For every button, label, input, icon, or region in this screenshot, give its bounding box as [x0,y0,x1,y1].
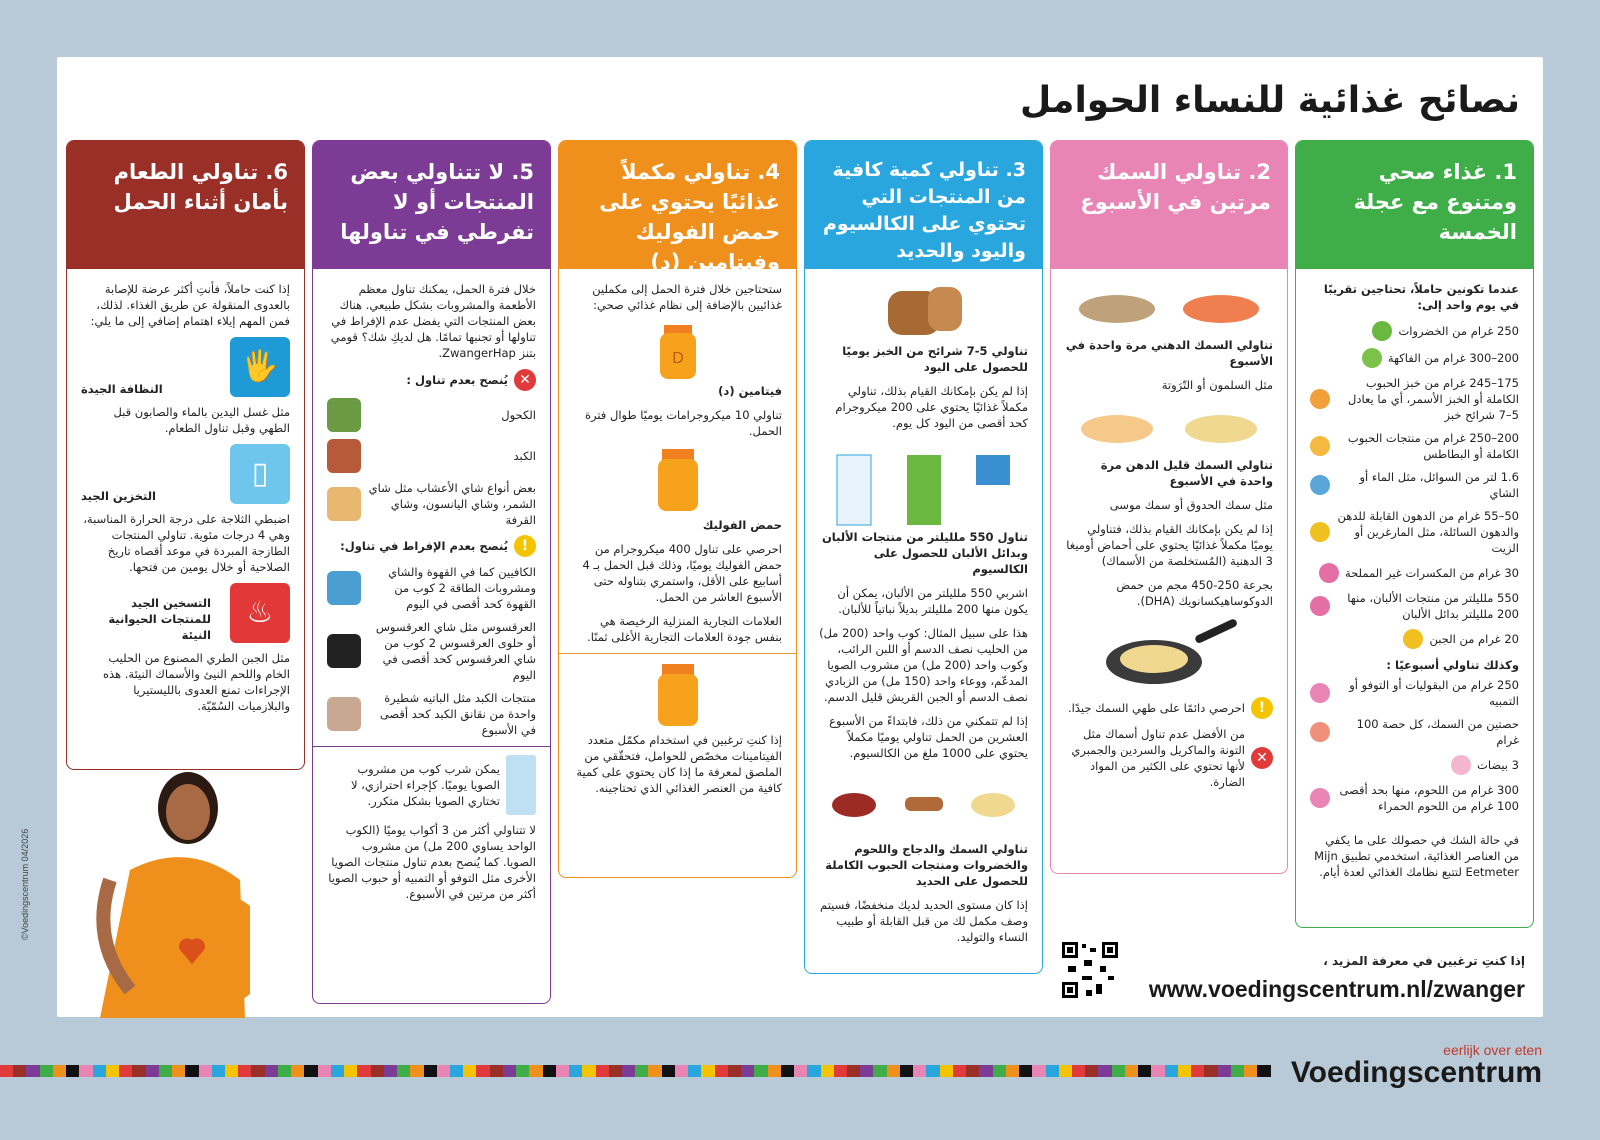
list-item-text: 20 غرام من الجبن [1429,632,1519,646]
list-item [1310,716,1519,748]
list-item [1310,430,1519,462]
col4-vitd-text: تناولي 10 ميكروجرامات يوميًا طوال فترة الحمل. [584,408,782,438]
food-icon [1310,436,1330,456]
col6-heating-title: التسخين الجيد للمنتجات الحيوانية النيئة [108,596,211,642]
soy-drink-icon [506,755,536,815]
list-item-text: 30 غرام من المكسرات غير المملحة [1344,566,1519,580]
product-icon [327,398,361,432]
col4-vitd-title: فيتامين (د) [718,384,782,398]
col2-avoid-row [1065,726,1273,790]
copyright: ©Voedingscentrum 04/2026 [20,828,30,940]
iron-foods-image [819,769,1028,841]
list-item [1310,563,1519,583]
vitamin-d-label: D [671,350,684,367]
white-fish-image [1065,401,1273,457]
col2-oily-text: مثل السلمون أو التّرَوتة [1161,378,1273,392]
list-item [327,398,536,432]
warning-icon: ! [1251,697,1273,719]
salmon-image [1065,281,1273,337]
fridge-icon: ▯ [230,444,290,504]
list-item-text: 200–250 غرام من منتجات الحبوب الكاملة أو البطاطس [1347,431,1519,461]
product-icon [327,487,361,521]
list-item-text: الكبد [513,449,536,463]
col2-dha-text: بجرعة 250-450 مجم من حمض الدوكوساهيكسانويك (DHA). [1116,578,1273,608]
list-item [1310,629,1519,649]
col3-iron-title: تناولي السمك والدجاج واللحوم والخضروات ومنتجات الحبوب الكاملة للحصول على الحديد [825,842,1028,888]
column-1-body [1296,269,1533,900]
warning-icon: ! [514,535,536,557]
page-title: نصائح غذائية للنساء الحوامل [1020,80,1520,121]
col2-lean-title: تناولي السمك قليل الدهن مرة واحدة في الأسبوع [1100,458,1273,488]
product-icon [327,571,361,605]
product-icon [327,697,361,731]
list-item [327,619,536,683]
col6-heating-row [81,583,290,643]
col1-intro: عندما تكونين حاملاً، تحتاجين تقريبًا في يوم واحد إلى: [1323,282,1519,312]
list-item-text: منتجات الكبد مثل الباتيه شطيرة واحدة من نقانق الكبد كحد أقصى في الأسبوع [379,691,536,737]
list-item-text: الكافيين كما في القهوة والشاي ومشروبات الطاقة 2 كوب من القهوة كحد أقصى في اليوم [388,565,536,611]
list-item [1310,590,1519,622]
col3-calcium-text: إذا لم تتمكني من ذلك، فابتداءً من الأسبوع العشرين من الحمل تناولي يوميًا مكملاً يحتوي على 1000 ملغ من الكالسيوم. [829,714,1028,760]
list-item-text: 250 غرام من الخضروات [1398,324,1519,338]
list-item-text: 175–245 غرام من خبز الحبوب الكاملة أو الخبز الأسمر، أي ما يعادل 5–7 شرائح خبز [1348,376,1519,422]
list-item-text: 300 غرام من اللحوم، منها بحد أقصى 100 غرام من اللحوم الحمراء [1339,783,1519,813]
list-item [327,564,536,612]
col1-weekly-title: وكذلك تناولي أسبوعيًا : [1386,658,1519,672]
food-icon [1310,389,1330,409]
list-item-text: بعض أنواع شاي الأعشاب مثل شاي الشمر، وشاي اليانسون، وشاي القرفة [368,481,536,527]
col6-hygiene-row [81,337,290,397]
bread-image [819,281,1028,343]
food-icon [1310,522,1330,542]
list-item-text: 550 ملليلتر من منتجات الألبان، منها 200 ملليلتر بدائل الألبان [1347,591,1519,621]
color-stripe [0,1065,1270,1077]
col2-oily-title: تناولي السمك الدهني مرة واحدة في الأسبوع [1065,338,1273,368]
cooking-pot-icon: ♨ [230,583,290,643]
food-icon [1310,475,1330,495]
column-2-body [1051,269,1287,809]
multivitamin-bottle [573,662,782,732]
col3-example-text: هذا على سبيل المثال: كوب واحد (200 مل) من الحليب نصف الدسم أو اللبن الرائب، وكوب واحد (200 مل) من مشروب الصويا المدعّم، ووعاء واحد (150 مل) من الزبادي نصف الدسم أو الجبن القريش قليل الدسم. [819,626,1028,704]
column-2-header: 2. تناولي السمك مرتين في الأسبوع [1051,141,1287,269]
dairy-image [819,439,1028,529]
col3-dairy-title: تناول 550 ملليلتر من منتجات الألبان وبدائل الألبان للحصول على الكالسيوم [821,530,1028,576]
col6-storage-title: التخزين الجيد [81,489,156,503]
column-5-header: 5. لا تتناولي بعض المنتجات أو لا تفرطي في تناولها [313,141,550,269]
food-icon [1372,321,1392,341]
more-info-text: إذا كنتِ ترغبين في معرفة المزيد ، [1323,954,1525,968]
tagline: eerlijk over eten [1443,1042,1542,1058]
list-item-text: الكحول [501,408,536,422]
col1-outro: في حالة الشك في حصولك على ما يكفي من العناصر الغذائية، استخدمي تطبيق Mijn Eetmeter لتتبع نظامك الغذائي لعدة أيام. [1314,833,1519,879]
column-3-body [805,269,1042,965]
col6-storage-text: اضبطي الثلاجة على درجة الحرارة المناسبة، وهي 4 درجات مئوية. تناولي المنتجات الطازجة المبردة في موعد أقصاه تاريخ الصلاحية أو خلال يومين من فتحها. [83,512,290,574]
col6-storage-row [81,444,290,504]
list-item-text: حصتين من السمك، كل حصة 100 غرام [1356,717,1519,747]
col6-heating-text: مثل الجبن الطري المصنوع من الحليب الخام واللحم النيئ والأسماك النيئة. هذه الإجراءات تمنع العدوى بالليستيريا والبلازميات السُمّيّة. [102,651,290,713]
pregnant-woman-illustration [70,760,250,1018]
folic-acid-bottle [573,447,782,517]
col3-bread-title: تناولي 5-7 شرائح من الخبز يوميًا للحصول على اليود [842,344,1028,374]
col2-warning-text: احرصي دائمًا على طهي السمك جيدًا. [1067,701,1245,715]
col3-bread-text: إذا لم يكن بإمكانك القيام بذلك، تناولي مكملاً غذائيًا يحتوي على 200 ميكروجرام كحد أقصى من اليود كل يوم. [835,384,1028,430]
col6-hygiene-title: النظافة الجيدة [81,382,163,396]
col5-avoid-list [327,398,536,528]
prohibited-icon: ✕ [1251,747,1273,769]
col2-warning-row [1065,697,1273,719]
column-4-header: 4. تناولي مكملاً غذائيًا يحتوي على حمض الفوليك وفيتامين (د) [559,141,796,269]
col3-iron-text: إذا كان مستوى الحديد لديك منخفضًا، فسيتم وصف مكمل لك من قبل القابلة أو طبيب النساء والتوليد. [820,898,1028,944]
food-icon [1451,755,1471,775]
col5-limit-list [327,564,536,738]
column-6-header: 6. تناولي الطعام بأمان أثناء الحمل [67,141,304,269]
col4-brand-text: العلامات التجارية المنزلية الرخيصة هي بنفس جودة العلامات التجارية الأغلى ثمنًا. [587,614,782,644]
col5-limit-title: يُنصح بعدم الإفراط في تناول: [340,539,508,553]
column-4-body [559,269,796,816]
food-icon [1310,596,1330,616]
col5-soy-row [327,755,536,815]
list-item [1310,677,1519,709]
list-item [327,690,536,738]
list-item [1310,348,1519,368]
col5-intro: خلال فترة الحمل، يمكنك تناول معظم الأطعمة والمشروبات بشكل طبيعي. هناك بعض المنتجات التي يفضل عدم الإفراط في تناولها أو تجنبها تمامًا. هل لديكِ شك؟ قومي بتنز ZwangerHap. [330,282,536,360]
list-item-text: 250 غرام من البقوليات أو التوفو أو التمبيه [1349,678,1519,708]
list-item [1310,321,1519,341]
column-3 [804,140,1043,974]
column-5-body [313,269,550,922]
list-item [1310,755,1519,775]
food-icon [1403,629,1423,649]
list-item [1310,508,1519,556]
food-icon [1310,722,1330,742]
food-icon [1310,788,1330,808]
col6-hygiene-text: مثل غسل اليدين بالماء والصابون قبل الطهي وقبل تناول الطعام. [113,405,290,435]
col6-intro: إذا كنت حاملاً، فأنتِ أكثر عرضة للإصابة بالعدوى المنقولة عن طريق الغذاء. لذلك، فمن المهم إيلاء اهتمام إضافي إلى ما يلي: [90,282,290,328]
column-2 [1050,140,1288,874]
col2-avoid-text: من الأفضل عدم تناول أسماك مثل التونة والماكريل والسردين والجمبري لأنها تحتوي على الكثير من المواد الضارة. [1071,727,1245,789]
column-5 [312,140,551,1004]
list-item [1310,375,1519,423]
col4-folic-text: احرصي على تناول 400 ميكروجرام من حمض الفوليك يوميًا، وذلك قبل الحمل بـ 4 أسابيع على الأقل، واستمري بتناوله حتى الأسبوع العاشر من الحمل. [582,542,782,604]
col4-folic-title: حمض الفوليك [702,518,782,532]
list-item-text: 200–300 غرام من الفاكهة [1387,351,1519,365]
website-link[interactable]: www.voedingscentrum.nl/zwanger [1148,976,1525,1002]
column-6-body [67,269,304,734]
column-6 [66,140,305,770]
col1-daily-list [1310,321,1519,649]
list-item [1310,782,1519,814]
brand-logo: Voedingscentrum [1290,1056,1542,1089]
vitamin-d-bottle [573,321,782,383]
product-icon [327,634,361,668]
qr-code[interactable] [1060,940,1120,1000]
col3-dairy-text: اشربي 550 ملليلتر من الألبان، يمكن أن يكون منها 200 ملليلتر بديلاً نباتياً للألبان. [837,586,1028,616]
col5-soy-text2: لا تتناولي أكثر من 3 أكواب يوميًا (الكوب الواحد يساوي 200 مل) من مشروب الصويا. كما يُنصح بعدم تناول منتجات الصويا الأخرى مثل التوفو أو التمبيه أو حبوب الصويا أكثر من مرتين في الأسبوع. [328,823,536,901]
column-1-header: 1. غذاء صحي ومتنوع مع عجلة الخمسة [1296,141,1533,269]
food-icon [1319,563,1339,583]
column-4 [558,140,797,878]
column-1 [1295,140,1534,928]
food-icon [1362,348,1382,368]
col2-lean-text: مثل سمك الحدوق أو سمك موسى [1109,498,1273,512]
hand-washing-icon: 🖐 [230,337,290,397]
col2-omega-text: إذا لم يكن بإمكانك القيام بذلك، فتناولي يوميًا مكملاً غذائيًا يحتوي على أحماض أوميغا 3 الدهنية (المُستخلصة من الأسماك) [1066,522,1273,568]
list-item [1310,469,1519,501]
prohibited-icon: ✕ [514,369,536,391]
col4-multi-text: إذا كنتِ ترغبين في استخدام مكمّل متعدد الفيتامينات مخصّص للحوامل، فتحقّقي من الملصق لمعرفة ما إذا كان يحتوي على كمية كافية من العنصر الغذائي الذي تحتاجينه. [576,733,782,795]
col5-limit-title-row [327,535,536,557]
column-3-header: 3. تناولي كمية كافية من المنتجات التي تحتوي على الكالسيوم واليود والحديد [805,141,1042,269]
list-item [327,439,536,473]
frying-pan-image [1065,617,1273,697]
list-item-text: 3 بيضات [1477,758,1519,772]
col5-no-title: يُنصح بعدم تناول : [406,373,508,387]
col5-soy-text: يمكن شرب كوب من مشروب الصويا يوميًا. كإجراء احترازي، لا تختاري الصويا بشكل متكرر. [350,762,500,808]
list-item [327,480,536,528]
list-item-text: 50–55 غرام من الدهون القابلة للدهن والدهون السائلة، مثل المارغرين أو الزيت [1337,509,1519,555]
product-icon [327,439,361,473]
col5-no-title-row [327,369,536,391]
food-icon [1310,683,1330,703]
list-item-text: 1.6 لتر من السوائل، مثل الماء أو الشاي [1359,470,1519,500]
col4-intro: ستحتاجين خلال فترة الحمل إلى مكملين غذائيين بالإضافة إلى نظام غذائي صحي: [592,282,782,312]
list-item-text: العرقسوس مثل شاي العرقسوس أو حلوى العرقسوس 2 كوب من شاي العرقسوس كحد أقصى في اليوم [375,620,536,682]
col1-weekly-list [1310,677,1519,814]
